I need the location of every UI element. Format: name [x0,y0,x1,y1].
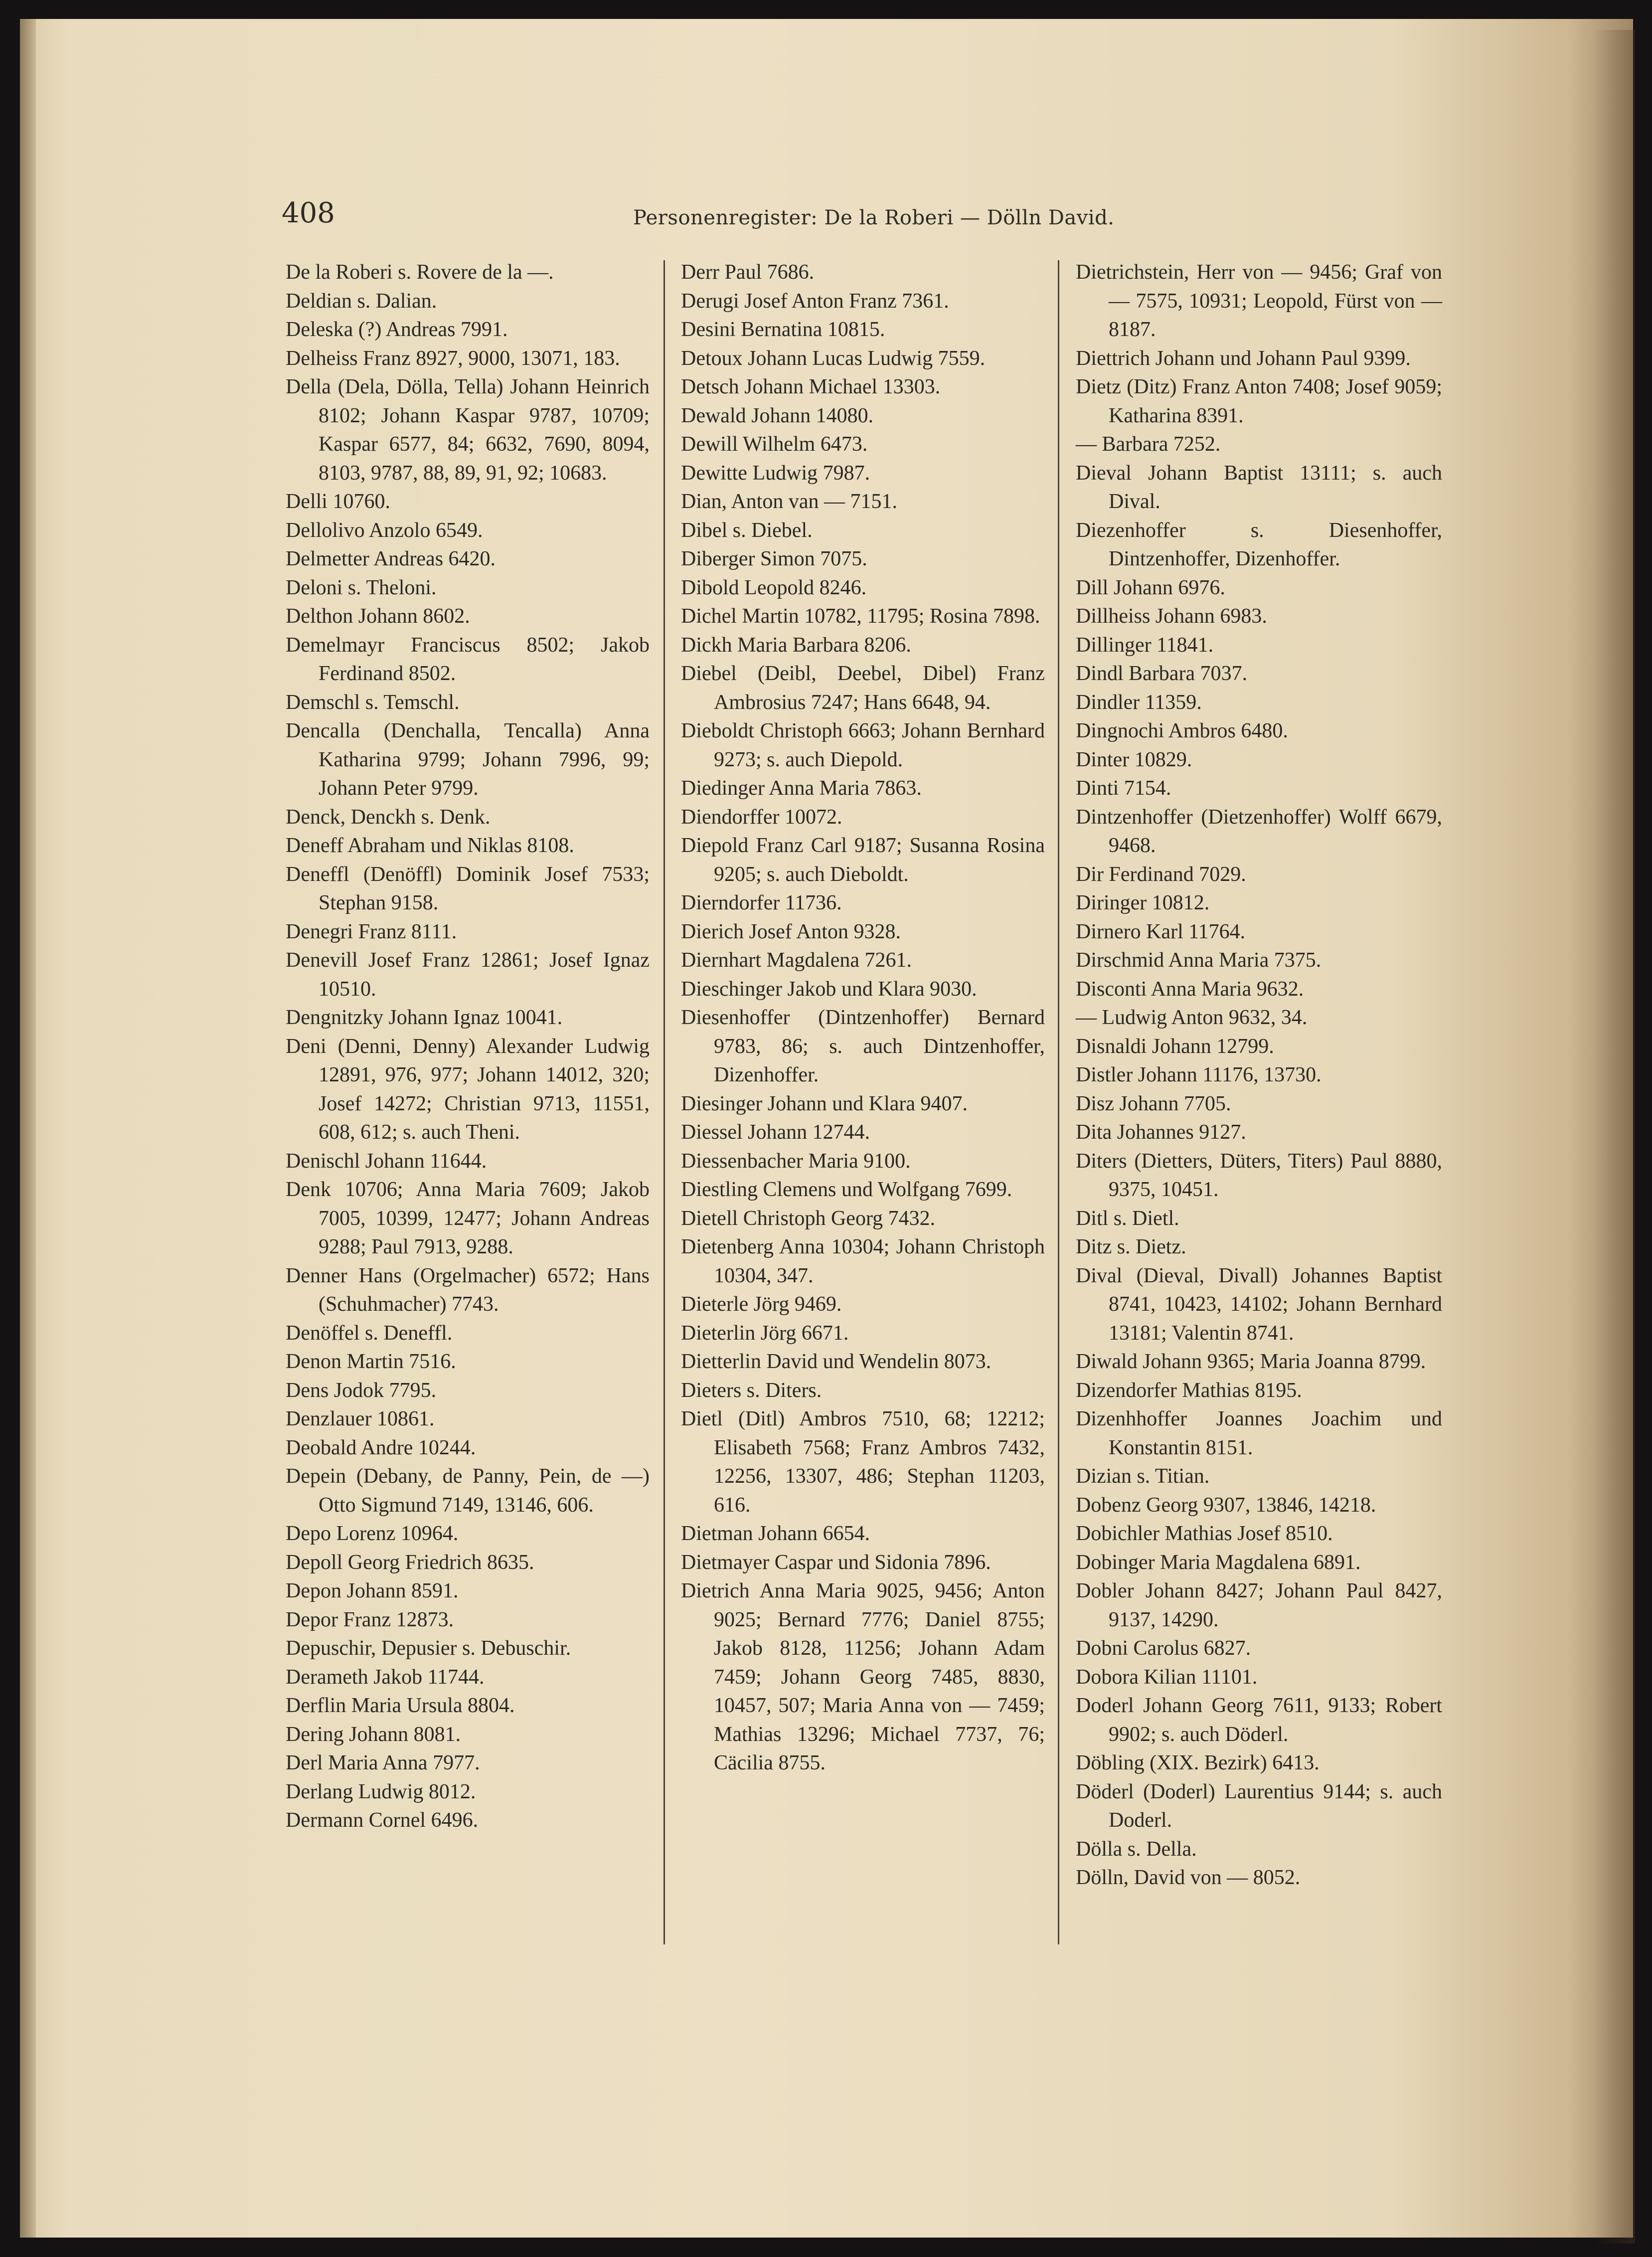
index-entry: Dillheiss Johann 6983. [1076,605,1267,628]
index-entry: Dibold Leopold 8246. [681,576,867,599]
index-entry: Dobichler Mathias Josef 8510. [1076,1522,1333,1545]
index-entry: Dobenz Georg 9307, 13846, 14218. [1076,1493,1376,1517]
index-entry: Dinter 10829. [1076,748,1192,771]
index-entry: Diters (Dietters, Düters, Titers) Paul 8880, 9375, 10451. [1076,1149,1442,1201]
index-entry: Ditz s. Dietz. [1076,1235,1186,1258]
index-entry: Denner Hans (Orgelmacher) 6572; Hans (Schuhmacher) 7743. [286,1264,650,1316]
index-entry: Detsch Johann Michael 13303. [681,375,941,398]
page-number: 408 [282,197,335,229]
index-entry: Dirschmid Anna Maria 7375. [1076,949,1322,972]
index-entry: Deleska (?) Andreas 7991. [286,318,508,341]
index-entry: Distler Johann 11176, 13730. [1076,1063,1322,1086]
index-entry: Dizian s. Titian. [1076,1465,1210,1488]
index-entry: Dietrich Anna Maria 9025, 9456; Anton 9025; Bernard 7776; Daniel 8755; Jakob 8128, 11256; Johann Adam 7459; Johann Georg 7485, 8830, 10457, 507; Maria Anna von — 7459; Mathias 13296; Michael 7737, 76; Cäcilia 8755. [681,1579,1045,1774]
index-entry: Dewill Wilhelm 6473. [681,433,868,456]
index-entry: Diberger Simon 7075. [681,547,867,570]
index-entry: Dirnero Karl 11764. [1076,920,1246,943]
index-entry: Dieboldt Christoph 6663; Johann Bernhard 9273; s. auch Diepold. [681,719,1045,771]
index-entry: Depoll Georg Friedrich 8635. [286,1551,534,1574]
index-entry: Diepold Franz Carl 9187; Susanna Rosina 9205; s. auch Dieboldt. [681,834,1045,886]
index-entry: Delli 10760. [286,490,390,513]
index-entry: Dobora Kilian 11101. [1076,1665,1258,1689]
index-entry: Dizenhhoffer Joannes Joachim und Konstantin 8151. [1076,1407,1442,1459]
index-entry: Dens Jodok 7795. [286,1379,437,1402]
index-entry: Dir Ferdinand 7029. [1076,863,1246,886]
index-entry: Diebel (Deibl, Deebel, Dibel) Franz Ambrosius 7247; Hans 6648, 94. [681,662,1045,714]
index-entry: Dengnitzky Johann Ignaz 10041. [286,1006,563,1029]
index-entry: Depein (Debany, de Panny, Pein, de —) Otto Sigmund 7149, 13146, 606. [286,1465,650,1517]
index-entry: Deneff Abraham und Niklas 8108. [286,834,574,857]
index-entry: Deobald Andre 10244. [286,1436,476,1459]
page-binding-edge [20,19,36,2238]
column-divider [1058,260,1059,1944]
index-entry: Dering Johann 8081. [286,1723,461,1746]
index-entry: Dindler 11359. [1076,691,1202,714]
index-entry: Dobni Carolus 6827. [1076,1637,1251,1660]
index-entry: Desini Bernatina 10815. [681,318,885,341]
index-entry: Dierndorfer 11736. [681,891,842,914]
index-entry: Dermann Cornel 6496. [286,1809,479,1832]
index-entry: Dieschinger Jakob und Klara 9030. [681,977,977,1001]
index-entry: Dietl (Ditl) Ambros 7510, 68; 12212; Elisabeth 7568; Franz Ambros 7432, 12256, 13307, 486; Stephan 11203, 616. [681,1407,1045,1517]
index-entry: Diessenbacher Maria 9100. [681,1149,911,1173]
index-entry: Diendorffer 10072. [681,805,842,829]
index-entry: Depon Johann 8591. [286,1579,459,1602]
index-entry: Diernhart Magdalena 7261. [681,949,912,972]
index-entry: Deldian s. Dalian. [286,289,437,313]
index-entry: Dietenberg Anna 10304; Johann Christoph 10304, 347. [681,1235,1045,1287]
index-entry: Dencalla (Denchalla, Tencalla) Anna Katharina 9799; Johann 7996, 99; Johann Peter 9799. [286,719,650,800]
index-entry: Depor Franz 12873. [286,1608,454,1631]
index-entry: Deni (Denni, Denny) Alexander Ludwig 12891, 976, 977; Johann 14012, 320; Josef 14272; Christian 9713, 11551, 608, 612; s. auch Theni. [286,1035,650,1144]
index-entry: Doderl Johann Georg 7611, 9133; Robert 9902; s. auch Döderl. [1076,1694,1442,1746]
index-entry: Derflin Maria Ursula 8804. [286,1694,515,1717]
index-entry: Denöffel s. Deneffl. [286,1321,453,1345]
index-entry: Dellolivo Anzolo 6549. [286,519,483,542]
index-entry: Dinti 7154. [1076,777,1171,800]
index-entry: Dietman Johann 6654. [681,1522,870,1545]
index-entry: Diesinger Johann und Klara 9407. [681,1092,968,1115]
index-entry: Ditl s. Dietl. [1076,1207,1179,1230]
index-entry: Dingnochi Ambros 6480. [1076,719,1288,742]
index-entry: Denevill Josef Franz 12861; Josef Ignaz 10510. [286,949,650,1001]
index-entry: Disz Johann 7705. [1076,1092,1231,1115]
index-entry: Depuschir, Depusier s. Debuschir. [286,1637,571,1660]
index-entry: Diettrich Johann und Johann Paul 9399. [1076,347,1411,370]
index-entry: Dölln, David von — 8052. [1076,1866,1301,1889]
index-entry: Diestling Clemens und Wolfgang 7699. [681,1178,1012,1201]
index-entry: Deloni s. Theloni. [286,576,437,599]
index-entry: Diedinger Anna Maria 7863. [681,777,922,800]
index-entry: Della (Dela, Dölla, Tella) Johann Heinrich 8102; Johann Kaspar 9787, 10709; Kaspar 6577, 84; 6632, 7690, 8094, 8103, 9787, 88, 89, 91, 92; 10683. [286,375,650,485]
index-entry: Derr Paul 7686. [681,261,815,284]
index-entry: Diezenhoffer s. Diesenhoffer, Dintzenhoffer, Dizenhoffer. [1076,519,1442,570]
index-entry: Dian, Anton van — 7151. [681,490,897,513]
index-entry: Dizendorfer Mathias 8195. [1076,1379,1302,1402]
index-entry: Depo Lorenz 10964. [286,1522,459,1545]
index-column-1 [286,258,650,1835]
index-entry: Dindl Barbara 7037. [1076,662,1248,685]
index-column-3 [1076,258,1442,1893]
index-entry: Dobler Johann 8427; Johann Paul 8427, 9137, 14290. [1076,1579,1442,1631]
index-entry: Dichel Martin 10782, 11795; Rosina 7898. [681,605,1040,628]
column-divider [663,260,665,1944]
index-entry: Dölla s. Della. [1076,1837,1197,1861]
index-entry: Dietmayer Caspar und Sidonia 7896. [681,1551,991,1574]
index-entry: Derl Maria Anna 7977. [286,1751,480,1774]
index-entry: Dita Johannes 9127. [1076,1121,1246,1144]
index-entry: Dobinger Maria Magdalena 6891. [1076,1551,1361,1574]
index-entry: Dietz (Ditz) Franz Anton 7408; Josef 9059; Katharina 8391. [1076,375,1442,427]
index-entry: Detoux Johann Lucas Ludwig 7559. [681,347,986,370]
index-entry: Denck, Denckh s. Denk. [286,805,491,829]
index-entry: Diwald Johann 9365; Maria Joanna 8799. [1076,1350,1426,1373]
index-entry: Delheiss Franz 8927, 9000, 13071, 183. [286,347,620,370]
index-entry: Denon Martin 7516. [286,1350,456,1373]
index-entry: Dieters s. Diters. [681,1379,822,1402]
index-entry: Derugi Josef Anton Franz 7361. [681,289,949,313]
index-entry: Dibel s. Diebel. [681,519,813,542]
index-entry: Delmetter Andreas 6420. [286,547,496,570]
index-entry: Diesenhoffer (Dintzenhoffer) Bernard 9783, 86; s. auch Dintzenhoffer, Dizenhoffer. [681,1006,1045,1086]
index-entry: Dieterlin Jörg 6671. [681,1321,849,1345]
index-entry: Döbling (XIX. Bezirk) 6413. [1076,1751,1320,1774]
index-entry: Denk 10706; Anna Maria 7609; Jakob 7005, 10399, 12477; Johann Andreas 9288; Paul 7913, 9288. [286,1178,650,1258]
index-entry: De la Roberi s. Rovere de la —. [286,261,554,284]
index-entry: Disnaldi Johann 12799. [1076,1035,1274,1058]
index-entry: Dewald Johann 14080. [681,404,874,427]
page-right-shadow [1593,30,1635,2244]
index-entry: Dewitte Ludwig 7987. [681,461,870,485]
index-entry: Deneffl (Denöffl) Dominik Josef 7533; Stephan 9158. [286,863,650,914]
index-entry: Delthon Johann 8602. [286,605,470,628]
index-entry: Denzlauer 10861. [286,1407,435,1430]
index-column-2 [681,258,1045,1778]
running-head: Personenregister: De la Roberi — Dölln David. [633,206,1115,229]
index-entry: Dieterle Jörg 9469. [681,1293,842,1316]
index-entry: Denegri Franz 8111. [286,920,457,943]
index-entry: Derlang Ludwig 8012. [286,1780,476,1803]
index-entry: Dickh Maria Barbara 8206. [681,633,911,657]
index-entry: Dival (Dieval, Divall) Johannes Baptist 8741, 10423, 14102; Johann Bernhard 13181; Valentin 8741. [1076,1264,1442,1345]
index-entry: Diringer 10812. [1076,891,1210,914]
index-entry: Denischl Johann 11644. [286,1149,487,1173]
index-entry: Demschl s. Temschl. [286,691,460,714]
index-entry: Dietrichstein, Herr von — 9456; Graf von — 7575, 10931; Leopold, Fürst von — 8187. [1076,261,1442,341]
index-entry: Dieval Johann Baptist 13111; s. auch Dival. [1076,461,1442,513]
index-entry: Diessel Johann 12744. [681,1121,870,1144]
index-entry: Dietell Christoph Georg 7432. [681,1207,936,1230]
index-entry: Disconti Anna Maria 9632. [1076,977,1304,1001]
index-entry: Dill Johann 6976. [1076,576,1225,599]
index-entry: Dietterlin David und Wendelin 8073. [681,1350,991,1373]
index-entry: — Barbara 7252. [1076,433,1221,456]
index-entry: Demelmayr Franciscus 8502; Jakob Ferdinand 8502. [286,633,650,685]
index-entry: — Ludwig Anton 9632, 34. [1076,1006,1308,1029]
index-entry: Dierich Josef Anton 9328. [681,920,901,943]
index-entry: Dintzenhoffer (Dietzenhoffer) Wolff 6679, 9468. [1076,805,1442,857]
index-entry: Döderl (Doderl) Laurentius 9144; s. auch Doderl. [1076,1780,1442,1832]
index-entry: Dillinger 11841. [1076,633,1214,657]
index-entry: Derameth Jakob 11744. [286,1665,485,1689]
